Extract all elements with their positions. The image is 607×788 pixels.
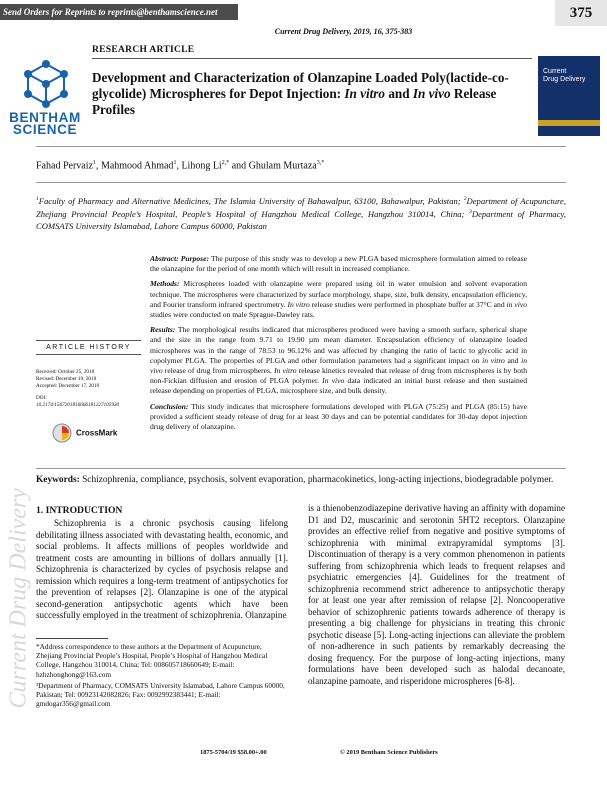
abstract-conclusion — [150, 402, 527, 433]
keywords — [36, 475, 566, 487]
section-heading: 1. INTRODUCTION — [36, 505, 123, 516]
article-type: RESEARCH ARTICLE — [92, 45, 195, 55]
crossmark-label: CrossMark — [76, 428, 118, 438]
divider — [36, 146, 566, 147]
cover-title — [543, 68, 595, 84]
methods-text: release studies were performed in phosphate buffer at 37°C and — [309, 299, 507, 309]
abstract — [150, 254, 527, 437]
issn-price: 1875-5704/19 $58.00+.00 — [200, 749, 267, 756]
doi-label: DOI: — [36, 395, 47, 401]
cover-title-line: Current — [543, 68, 567, 75]
intro-col-2: is a thienobenzodiazepine derivative having an affinity with dopamine D1 and D2, muscarinic and serotonin 5HT2 receptors. Olanzapine provides an effective relief from negative and positive symptoms of schizophrenia with minimal extrapyramidal symptoms [3]. Discontinuation of therapy is a very common phenomenon in patients suffering from schizophrenia which leads to frequent relapses and psychiatric emergencies [4]. Guidelines for the treatment of schizophrenia recommend strict adherence to antipsychotic therapy for at least one year after remission of relapse [2]. Noncooperative behavior of schizophrenic patients towards adherence of therapy is presenting a big challenge for physicians in treating this chronic psychotic disease [5]. Long-acting injections can alleviate the problem of non-adherence in such patients by remarkably decreasing the dosing frequency. For the purpose of long-acting injections, many formulations have been developed such as halodal decanoate, olanzapine pamoate, and risperidone microspheres [6-8]. — [308, 503, 565, 686]
doi-link[interactable]: 10.2174/1567201816666181227105930 — [36, 402, 120, 408]
history-revised: Revised: December 10, 2018 — [36, 376, 97, 382]
copyright: © 2019 Bentham Science Publishers — [340, 749, 438, 756]
conclusion-text: This study indicates that microsphere formulations developed with PLGA (75:25) and PLGA (85:15) have provided a sufficient steady release of drug for at least 30 days and can be potential candidates for 30-day depot injection drug delivery of olanzapine. — [150, 401, 527, 432]
abstract-methods — [150, 279, 527, 320]
author-name: and Ghulam Murtaza — [229, 160, 317, 172]
history-title: ARTICLE HISTORY — [36, 340, 141, 355]
affil-num: 3 — [469, 209, 472, 216]
footnote-2: ³Department of Pharmacy, COMSATS University Islamabad, Lahore Campus 60000, Pakistan; Tel: 00923142082826; Fax: 0092992383441; E-mail: gmdogar356@gmail.com — [36, 680, 285, 709]
methods-text: studies were conducted on male Sprague-Dawley rats. — [150, 310, 315, 320]
logo-word-bentham: BENTHAM — [9, 110, 81, 125]
affil-num: 1 — [36, 196, 39, 202]
author-name: , Mahmood Ahmad — [95, 160, 174, 172]
keywords-label: Keywords: — [36, 475, 80, 485]
footnotes — [36, 642, 288, 710]
journal-watermark: Current Drug Delivery — [5, 488, 32, 709]
footnote-rule — [36, 638, 108, 639]
intro-col-1: Schizophrenia is a chronic psychosis causing lifelong debilitating illness associated with devastating health, economic, and social problems. It affects millions of peoples worldwide and treatment costs are amounting in billions of dollars annually [1]. Schizophrenia is characterized by cycles of psychosis relapse and remission which requires a long-term treatment of antipsychotics for the prevention of relapses [2]. Olanzapine is one of the atypical second-generation antipsychotic agents which have been successfully employed in the treatment of schizophrenia. Olanzapine — [36, 518, 288, 620]
abstract-results — [150, 325, 527, 396]
footnote-1: *Address correspondence to these authors at the Department of Acupuncture, Zhejiang Provincial People’s Hospital, People’s Hospital of Hangzhou Medical College, Hangzhou 310014, China; Tel: 008605718660649; E-mail: hzhzhonghong@163.com — [36, 642, 268, 679]
author-sup: 1 — [173, 160, 177, 166]
results-label: Results: — [150, 325, 176, 335]
methods-label: Methods: — [150, 279, 180, 289]
journal-cover — [538, 56, 600, 136]
methods-italic: In vitro — [287, 299, 310, 309]
article-history — [36, 340, 141, 409]
paper-title — [92, 70, 524, 118]
results-italic: in vitro — [482, 355, 505, 365]
methods-text: Microspheres loaded with olanzapine were prepared using oil in water emulsion and solvent evaporation technique. The microspheres were characterized by surface morphology, shape, size, bulk density, encapsulation efficiency, and Fourier transform infrared spectrometry. — [150, 279, 527, 309]
affil-text: Department of Acupuncture, Zhejiang Provincial People’s Hospital, People’s Hospital of Hangzhou Medical College, Hangzhou 310014, China; — [36, 195, 566, 220]
author-list — [36, 160, 324, 171]
author-sup: 2,* — [221, 160, 230, 166]
title-part: Development and Characterization of Olanzapine Loaded Poly(lactide-co-glycolide) Microspheres for Depot Injection: — [92, 70, 509, 101]
crossmark-icon — [52, 423, 72, 443]
results-text: release kinetics revealed that release of drug from microspheres is by both non-Fickian diffusion and erosion of PLGA polymer. — [150, 366, 527, 386]
divider — [36, 182, 566, 183]
logo-word-science: SCIENCE — [12, 122, 78, 137]
title-part-italic: In vitro — [344, 86, 386, 101]
history-received: Received: October 25, 2018 — [36, 369, 95, 375]
affil-text: Department of Pharmacy, COMSATS University Islamabad, Lahore Campus 60000, Pakistan — [36, 209, 566, 231]
results-italic: in vivo — [150, 355, 527, 376]
journal-citation: Current Drug Delivery, 2019, 16, 375-383 — [274, 27, 413, 36]
title-part: and — [385, 86, 413, 101]
cover-stripe — [538, 120, 600, 126]
divider — [36, 468, 566, 469]
results-text: and — [504, 355, 522, 365]
abstract-purpose — [150, 254, 527, 274]
results-text: release of drug from microspheres. — [162, 366, 275, 376]
history-dates — [36, 369, 141, 409]
results-text: data indicated an initial burst release and then sustained release depending on properties of PLGA, microsphere size, and bulk density. — [150, 376, 528, 396]
keywords-text: Schizophrenia, compliance, psychosis, solvent evaporation, pharmacokinetics, long-acting injections, biodegradable polymer. — [79, 475, 554, 485]
title-part-italic: In vivo — [412, 86, 451, 101]
bentham-logo-text — [5, 112, 85, 136]
affil-text: Faculty of Pharmacy and Alternative Medicines, The Islamia University of Bahawalpur, 63100, Bahawalpur, Pakistan; — [38, 195, 464, 206]
crossmark-badge[interactable] — [52, 423, 122, 443]
reprints-banner: Send Orders for Reprints to reprints@benthamscience.net — [0, 4, 238, 20]
author-sup: 3,* — [316, 160, 325, 166]
author-name: Fahad Pervaiz — [36, 160, 93, 172]
conclusion-label: Conclusion: — [150, 401, 189, 411]
abstract-text: The purpose of this study was to develop a new PLGA based microsphere formulation aimed to release the olanzapine for the period of one month which will result in increased compliance. — [150, 254, 527, 274]
results-italic: In vivo — [322, 376, 345, 386]
cover-title-line: Drug Delivery — [543, 76, 586, 83]
results-italic: In vitro — [274, 366, 297, 376]
methods-italic: in vivo — [506, 299, 527, 309]
history-accepted: Accepted: December 17, 2018 — [36, 383, 100, 389]
affiliations — [36, 194, 566, 232]
author-sup: 1 — [92, 160, 96, 166]
author-name: , Lihong Li — [176, 160, 222, 172]
affil-num: 2 — [463, 196, 467, 202]
abstract-label: Abstract: Purpose: — [150, 254, 210, 263]
results-text: The morphological results indicated that microspheres produced were having a smooth surface, spherical shape and the size in the range from 9.71 to 19.90 µm mean diameter. Encapsulation efficiency of olanzapine loaded microspheres was in the range of 78.53 to 96.12% and was affected by changing the ratio of lactic to glycolic acid in copolymer PLGA. The properties of PLGA and other formulation parameters had a significant impact on — [150, 325, 527, 365]
divider — [92, 58, 532, 59]
title-part: Release Profiles — [92, 86, 497, 117]
page-number: 375 — [555, 0, 607, 26]
